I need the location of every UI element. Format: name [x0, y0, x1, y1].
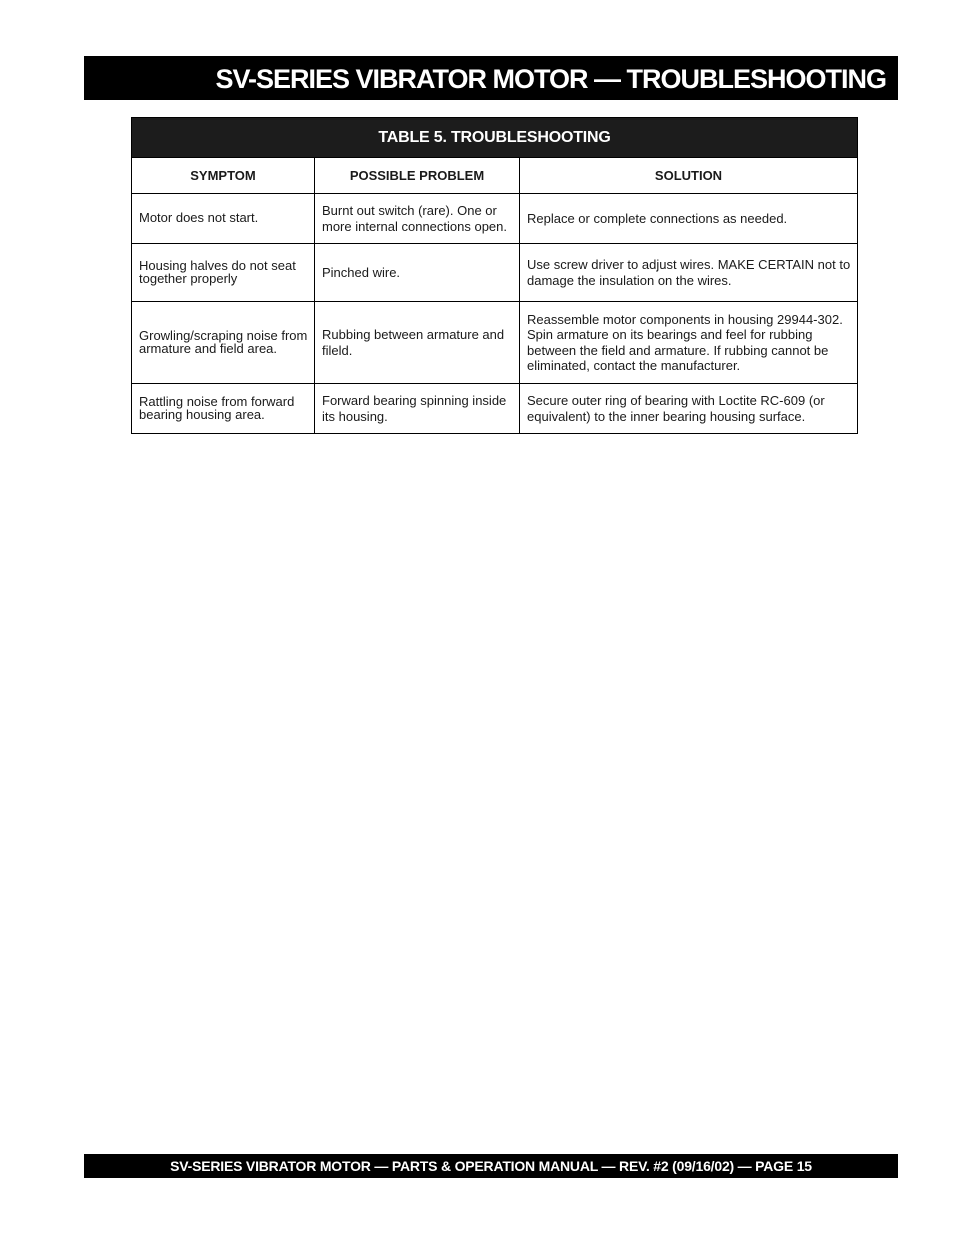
table-header-row — [132, 158, 858, 194]
table-row — [132, 244, 858, 302]
page-footer-text: SV-SERIES VIBRATOR MOTOR — PARTS & OPERATION MANUAL — REV. #2 (09/16/02) — PAGE 15 — [170, 1158, 812, 1174]
column-header-solution: SOLUTION — [520, 158, 858, 194]
page-footer-bar — [84, 1154, 898, 1178]
troubleshooting-table — [131, 117, 858, 434]
table-row — [132, 302, 858, 384]
problem-cell: Pinched wire. — [315, 244, 520, 302]
symptom-cell: Rattling noise from forward bearing housing area. — [132, 384, 315, 434]
troubleshooting-table-container — [131, 117, 857, 434]
table-caption-row — [132, 118, 858, 158]
symptom-cell: Growling/scraping noise from armature and field area. — [132, 302, 315, 384]
solution-cell: Use screw driver to adjust wires. MAKE CERTAIN not to damage the insulation on the wires. — [520, 244, 858, 302]
solution-cell: Secure outer ring of bearing with Loctite RC-609 (or equivalent) to the inner bearing housing surface. — [520, 384, 858, 434]
table-row — [132, 384, 858, 434]
symptom-cell: Motor does not start. — [132, 194, 315, 244]
page-title: SV-SERIES VIBRATOR MOTOR — TROUBLESHOOTING — [215, 64, 886, 94]
page-header-bar — [84, 56, 898, 100]
table-caption: TABLE 5. TROUBLESHOOTING — [132, 118, 858, 158]
column-header-symptom: SYMPTOM — [132, 158, 315, 194]
table-row — [132, 194, 858, 244]
column-header-possible-problem: POSSIBLE PROBLEM — [315, 158, 520, 194]
problem-cell: Rubbing between armature and fileld. — [315, 302, 520, 384]
solution-cell: Reassemble motor components in housing 29944-302. Spin armature on its bearings and feel for rubbing between the field and armature. If rubbing cannot be eliminated, contact the manufacturer. — [520, 302, 858, 384]
problem-cell: Forward bearing spinning inside its housing. — [315, 384, 520, 434]
solution-cell: Replace or complete connections as needed. — [520, 194, 858, 244]
symptom-cell: Housing halves do not seat together properly — [132, 244, 315, 302]
problem-cell: Burnt out switch (rare). One or more internal connections open. — [315, 194, 520, 244]
